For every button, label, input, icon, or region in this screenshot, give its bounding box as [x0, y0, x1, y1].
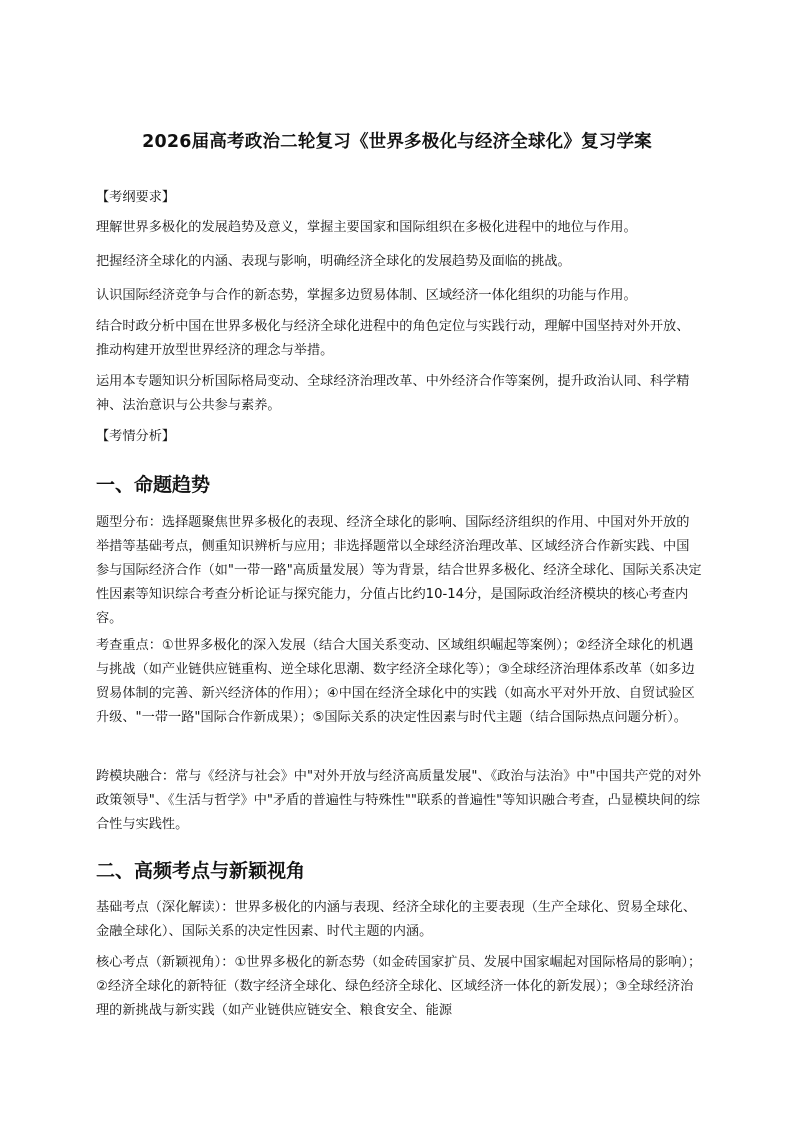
paragraph-cross-module: 跨模块融合：常与《经济与社会》中"对外开放与经济高质量发展"、《政治与法治》中"中国共产党的对外政策领导"、《生活与哲学》中"矛盾的普遍性与特殊性""联系的普遍性"等知识融合考查，凸显模块间的综合性与实践性。 — [96, 769, 702, 832]
paragraph-key-points: 考查重点：①世界多极化的深入发展（结合大国关系变动、区域组织崛起等案例）；②经济全球化的机遇与挑战（如产业链供应链重构、逆全球化思潮、数字经济全球化等）；③全球经济治理体系改革（如多边贸易体制的完善、新兴经济体的作用）；④中国在经济全球化中的实践（如高水平对外开放、自贸试验区升级、"一带一路"国际合作新成果）；⑤国际关系的决定性因素与时代主题（结合国际热点问题分析）。 — [96, 638, 695, 725]
paragraph-core-points: 核心考点（新颖视角）：①世界多极化的新态势（如金砖国家扩员、发展中国家崛起对国际格局的影响）；②经济全球化的新特征（数字经济全球化、绿色经济全球化、区域经济一体化的新发展）；③全球经济治理的新挑战与新实践（如产业链供应链安全、粮食安全、能源 — [96, 955, 702, 1018]
section-heading-hot-topics: 二、高频考点与新颖视角 — [96, 860, 306, 882]
paragraph-question-types: 题型分布：选择题聚焦世界多极化的表现、经济全球化的影响、国际经济组织的作用、中国对外开放的举措等基础考点，侧重知识辨析与应用；非选择题常以全球经济治理改革、区域经济合作新实践、中国参与国际经济合作（如"一带一路"高质量发展）等为背景，结合世界多极化、经济全球化、国际关系决定性因素等知识综合考查分析论证与探究能力，分值占比约10-14分，是国际政治经济模块的核心考查内容。 — [96, 515, 702, 626]
outline-item-3: 认识国际经济竞争与合作的新态势，掌握多边贸易体制、区域经济一体化组织的功能与作用。 — [96, 288, 637, 303]
document-title: 2026届高考政治二轮复习《世界多极化与经济全球化》复习学案 — [142, 132, 652, 152]
paragraph-basic-points: 基础考点（深化解读）：世界多极化的内涵与表现、经济全球化的主要表现（生产全球化、贸易全球化、金融全球化）、国际关系的决定性因素、时代主题的内涵。 — [96, 900, 697, 939]
section-heading-trends: 一、命题趋势 — [96, 474, 211, 496]
outline-item-2: 把握经济全球化的内涵、表现与影响，明确经济全球化的发展趋势及面临的挑战。 — [96, 254, 571, 269]
outline-item-1: 理解世界多极化的发展趋势及意义，掌握主要国家和国际组织在多极化进程中的地位与作用。 — [96, 220, 637, 235]
outline-item-5: 运用本专题知识分析国际格局变动、全球经济治理改革、中外经济合作等案例，提升政治认同、科学精神、法治意识与公共参与素养。 — [96, 374, 690, 413]
outline-item-4: 结合时政分析中国在世界多极化与经济全球化进程中的角色定位与实践行动，理解中国坚持对外开放、推动构建开放型世界经济的理念与举措。 — [96, 319, 690, 358]
analysis-heading: 【考情分析】 — [96, 429, 176, 444]
outline-heading: 【考纲要求】 — [96, 190, 176, 205]
